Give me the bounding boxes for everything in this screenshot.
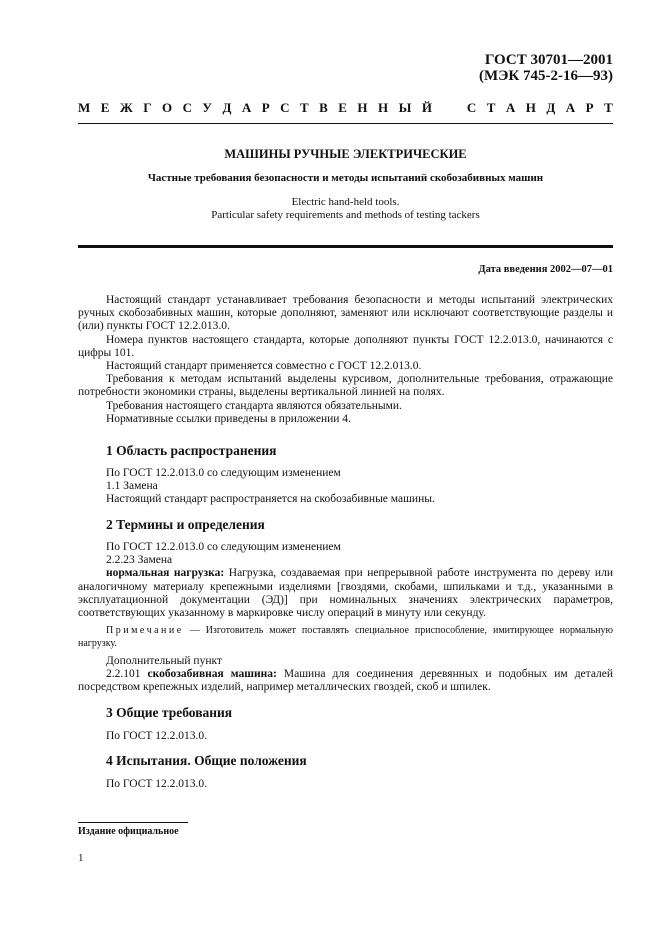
banner-letter: Й: [421, 100, 432, 115]
iec-number: (МЭК 745-2-16—93): [479, 68, 613, 84]
intro-paragraph: Требования настоящего стандарта являются обязательными.: [106, 399, 402, 412]
section-4-body: [78, 778, 613, 791]
intro-paragraph: Номера пунктов настоящего стандарта, которые дополняют пункты ГОСТ 12.2.013.0, начинаются с цифры 101.: [78, 333, 613, 359]
section-2-heading: 2 Термины и определения: [106, 517, 265, 532]
banner-letter: Н: [525, 100, 536, 115]
introduction-date: Дата введения 2002—07—01: [478, 264, 613, 275]
banner-letter: Ж: [119, 100, 133, 115]
document-subtitle: Частные требования безопасности и методы испытаний скобозабивных машин: [147, 172, 544, 184]
term-name: скобозабивная машина:: [147, 668, 277, 681]
gost-number: ГОСТ 30701—2001: [484, 52, 613, 68]
banner-letter: У: [202, 100, 212, 115]
note-text: — Изготовитель может поставлять специальное приспособление, имитирующее нормальную нагрузку.: [78, 625, 613, 649]
section-2-line: По ГОСТ 12.2.013.0 со следующим изменением: [106, 541, 341, 553]
banner-letter: Т: [486, 100, 496, 115]
section-1-line: Настоящий стандарт распространяется на скобозабивные машины.: [106, 493, 435, 506]
header-divider: [78, 123, 613, 124]
banner-letter: Е: [338, 100, 347, 115]
banner-letter: Н: [357, 100, 368, 115]
term-definition: [78, 567, 613, 620]
banner-letter: Д: [546, 100, 556, 115]
standard-designation: [479, 52, 613, 84]
intro-paragraph: Настоящий стандарт применяется совместно с ГОСТ 12.2.013.0.: [106, 360, 422, 373]
banner-letter: Т: [604, 100, 613, 115]
banner-letter: Е: [100, 100, 110, 115]
section-4-heading: 4 Испытания. Общие положения: [106, 753, 307, 768]
document-title: МАШИНЫ РУЧНЫЕ ЭЛЕКТРИЧЕСКИЕ: [224, 147, 467, 161]
word-gap: [442, 100, 456, 116]
intro-paragraph: Настоящий стандарт устанавливает требования безопасности и методы испытаний электрических ручных скобозабивных машин, которые дополняют, заменяют или исключают соответствующие разделы и (или) пункты ГОСТ 12.2.013.0.: [78, 294, 613, 333]
banner-letter: С: [280, 100, 290, 115]
additional-label: Дополнительный пункт: [106, 655, 222, 667]
banner-letter: А: [241, 100, 252, 115]
note: [78, 625, 613, 650]
section-1-line: По ГОСТ 12.2.013.0 со следующим изменением: [106, 467, 341, 479]
note-label: Примечание: [106, 625, 184, 636]
footer-divider: [78, 822, 188, 823]
intro-paragraph: Нормативные ссылки приведены в приложении 4.: [106, 412, 351, 425]
term-name: нормальная нагрузка:: [106, 567, 225, 580]
banner-letter: А: [565, 100, 576, 115]
banner-letter: А: [505, 100, 516, 115]
banner-letter: Д: [222, 100, 232, 115]
english-title-line: Particular safety requirements and methods of testing tackers: [211, 209, 480, 221]
section-4-line: По ГОСТ 12.2.013.0.: [106, 778, 208, 790]
term-number: 2.2.101: [106, 668, 148, 681]
term-definition: [78, 668, 613, 694]
section-2-body: [78, 541, 613, 620]
section-2-additional: [78, 655, 613, 695]
english-title: [78, 196, 613, 222]
banner-letter: Н: [378, 100, 389, 115]
interstate-standard-banner: [78, 100, 613, 116]
term-text: Нагрузка, создаваемая при непрерывной работе инструмента по дереву или аналогичному материалу крепежными изделиями [гвоздями, скобами, шпильками и т.д., указанными в эксплуатационной документации (ЭД)] при номинальных значениях электрических параметров, соответствующих указанному в маркировке числу операций в минуту или секунду.: [78, 567, 613, 620]
section-2-line: 2.2.23 Замена: [106, 554, 173, 567]
banner-letter: Г: [143, 100, 152, 115]
banner-letter: М: [78, 100, 91, 115]
intro-paragraph: Требования к методам испытаний выделены курсивом, дополнительные требования, отражающие потребности экономики страны, выделены вертикальной линией на полях.: [78, 373, 613, 399]
section-1-heading: 1 Область распространения: [106, 443, 277, 458]
banner-letter: Р: [585, 100, 594, 115]
banner-letter: О: [161, 100, 173, 115]
banner-letter: С: [466, 100, 477, 115]
section-3-line: По ГОСТ 12.2.013.0.: [106, 730, 208, 742]
banner-letter: Т: [300, 100, 309, 115]
section-1-body: [78, 467, 613, 507]
banner-letter: Ы: [398, 100, 412, 115]
section-3-heading: 3 Общие требования: [106, 705, 233, 720]
intro-text: [78, 294, 613, 426]
page-number: 1: [78, 852, 84, 864]
english-title-line: Electric hand-held tools.: [291, 196, 400, 208]
title-divider: [78, 245, 613, 248]
banner-letter: В: [319, 100, 328, 115]
banner-letter: Р: [261, 100, 270, 115]
section-1-line: 1.1 Замена: [106, 480, 158, 493]
edition-label: Издание официальное: [78, 826, 179, 837]
term-text: Машина для соединения деревянных и подобных им деталей посредством крепежных изделий, например металлических гвоздей, скоб и шпилек.: [78, 668, 614, 694]
section-3-body: [78, 730, 613, 743]
banner-letter: С: [182, 100, 192, 115]
